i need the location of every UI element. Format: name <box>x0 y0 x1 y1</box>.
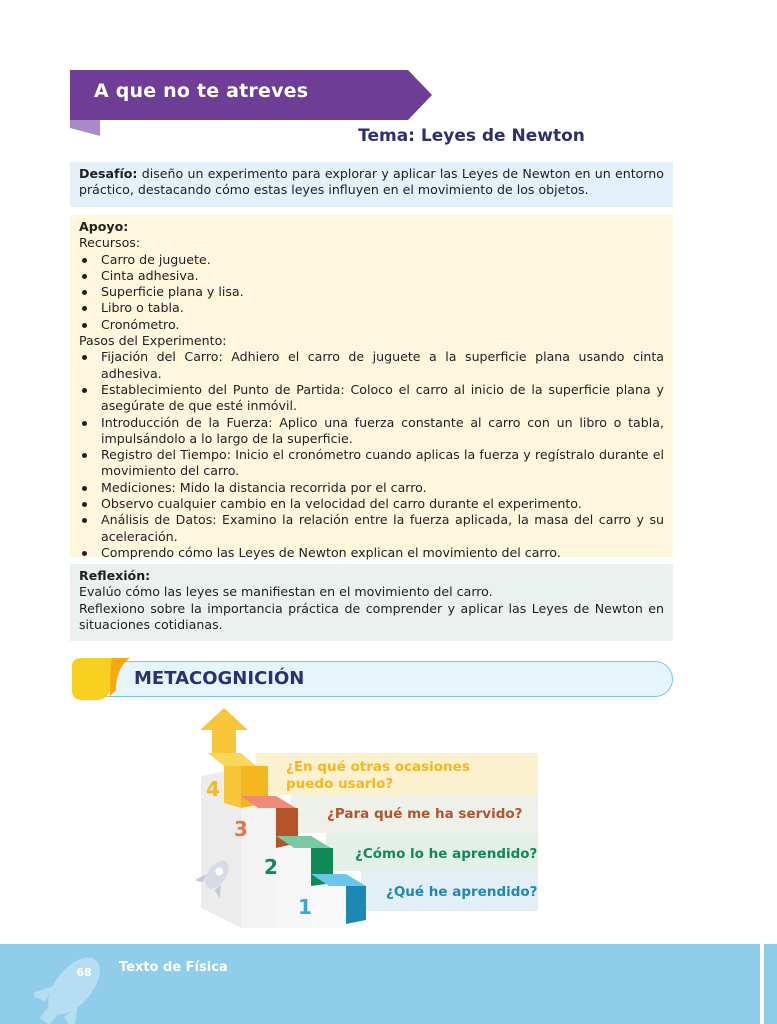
resources-label: Recursos: <box>79 235 141 251</box>
question-1: ¿Qué he aprendido? <box>386 884 538 900</box>
metacognition-tab-icon <box>70 656 134 702</box>
banner-title: A que no te atreves <box>94 80 309 102</box>
topic-title: Tema: Leyes de Newton <box>358 126 585 146</box>
reflection-line: Evalúo cómo las leyes se manifiestan en el movimiento del carro. <box>79 584 493 600</box>
step-number-2: 2 <box>264 855 278 879</box>
question-4: ¿En qué otras ocasiones puedo usarlo? <box>286 759 470 792</box>
challenge-text: diseño un experimento para explorar y aplicar las Leyes de Newton en un entorno práctico, destacando cómo estas leyes influyen en el movimiento de los objetos. <box>79 166 664 198</box>
list-item: Carro de juguete. <box>79 252 664 268</box>
page-number: 68 <box>76 966 92 979</box>
steps-list <box>79 349 664 561</box>
question-3: ¿Para qué me ha servido? <box>327 806 523 822</box>
challenge-label: Desafío: <box>79 166 138 181</box>
reflection-box <box>70 564 673 641</box>
list-item: Registro del Tiempo: Inicio el cronómetro cuando aplicas la fuerza y regístralo durante el movimiento del carro. <box>79 447 664 480</box>
list-item: Libro o tabla. <box>79 300 664 316</box>
reflection-line: Reflexiono sobre la importancia práctica de comprender y aplicar las Leyes de Newton en situaciones cotidianas. <box>79 600 664 632</box>
footer-divider <box>760 944 764 1024</box>
list-item: Cinta adhesiva. <box>79 268 664 284</box>
list-item: Análisis de Datos: Examino la relación entre la fuerza aplicada, la masa del carro y su aceleración. <box>79 512 664 545</box>
list-item: Mediciones: Mido la distancia recorrida por el carro. <box>79 480 664 496</box>
list-item: Comprendo cómo las Leyes de Newton explican el movimiento del carro. <box>79 545 664 561</box>
resources-list <box>79 252 664 333</box>
step-number-3: 3 <box>234 817 248 841</box>
rocket-watermark-icon <box>34 944 124 1024</box>
list-item: Establecimiento del Punto de Partida: Coloco el carro al inicio de la superficie plana y asegúrate de que esté inmóvil. <box>79 382 664 415</box>
step-number-4: 4 <box>206 777 220 801</box>
challenge-box <box>70 162 673 207</box>
step-number-1: 1 <box>298 895 312 919</box>
list-item: Fijación del Carro: Adhiero el carro de juguete a la superficie plana usando cinta adhesiva. <box>79 349 664 382</box>
reflection-label: Reflexión: <box>79 568 151 583</box>
list-item: Introducción de la Fuerza: Aplico una fuerza constante al carro con un libro o tabla, impulsándolo a lo largo de la superficie. <box>79 415 664 448</box>
support-label: Apoyo: <box>79 219 129 234</box>
steps-label: Pasos del Experimento: <box>79 333 227 349</box>
list-item: Superficie plana y lisa. <box>79 284 664 300</box>
question-2: ¿Cómo lo he aprendido? <box>355 846 538 862</box>
list-item: Observo cualquier cambio en la velocidad del carro durante el experimento. <box>79 496 664 512</box>
list-item: Cronómetro. <box>79 317 664 333</box>
support-box <box>70 215 673 560</box>
metacognition-title: METACOGNICIÓN <box>134 668 305 689</box>
footer-title: Texto de Física <box>119 960 228 975</box>
